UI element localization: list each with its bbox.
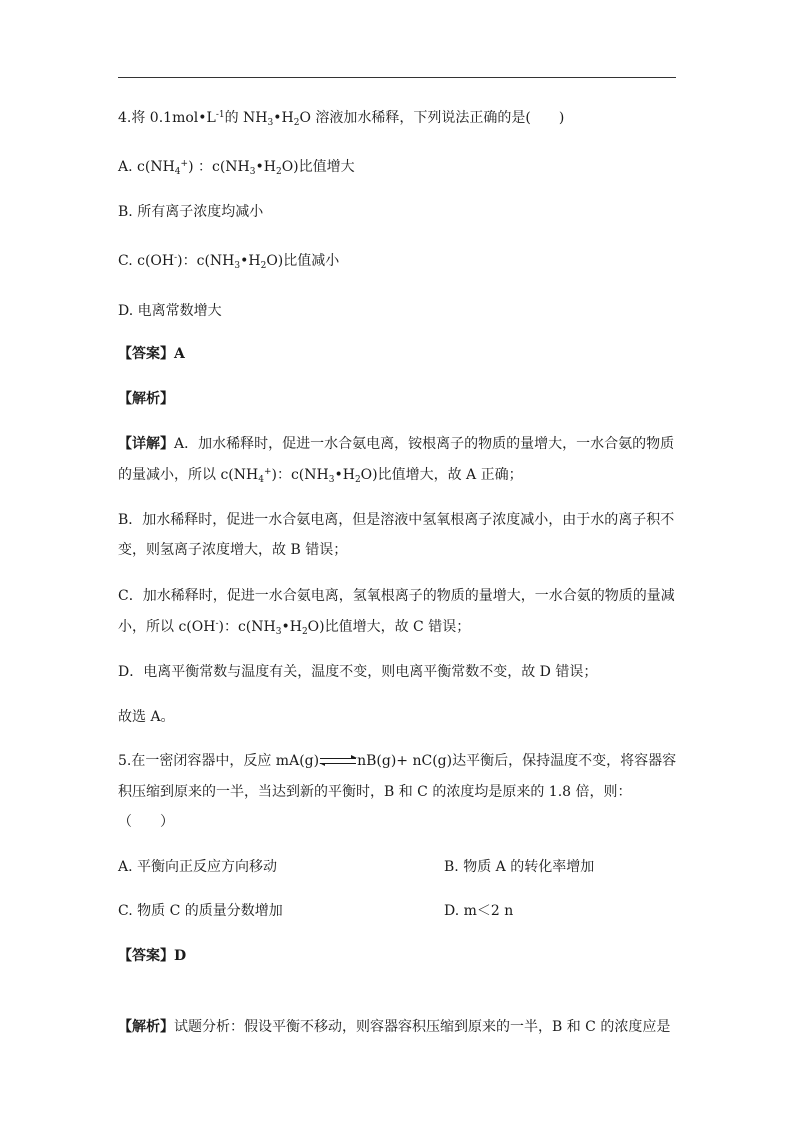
q4-detail-c-line2: 小，所以 c(OH-)：$c(NH_3•H_2O)$比值增大，故 C 错误； [118,619,471,637]
q4-detail-d: D．电离平衡常数与温度有关，温度不变，则电离平衡常数不变，故 D 错误； [118,664,598,680]
q4-detail-b-line1: B．加水稀释时，促进一水合氨电离，但是溶液中氢氧根离子浓度减小，由于水的离子积不 [118,512,675,528]
header-rule [118,77,676,78]
equilibrium-arrow-icon [320,755,356,767]
q5-stem-line2: 积压缩到原来的一半，当达到新的平衡时，B 和 C 的浓度均是原来的 1.8 倍，则： [118,784,632,800]
q4-detail-c-line1: C．加水稀释时，促进一水合氨电离，氢氧根离子的物质的量增大，一水合氨的物质的量减 [118,588,675,604]
q4-option-d: D. 电离常数增大 [118,303,222,319]
q5-option-b: B. 物质 A 的转化率增加 [444,859,595,875]
q4-option-c: C. c(OH-)：$c(NH_3•H_2O)$比值减小 [118,253,340,271]
q4-option-a: A. $c(NH_4^+)$ ：$c(NH_3•H_2O)$比值增大 [118,159,355,177]
q5-analysis: 【解析】试题分析：假设平衡不移动，则容器容积压缩到原来的一半，B 和 C 的浓度应是 [118,1019,671,1035]
q4-detail-b-line2: 变，则氢离子浓度增大，故 B 错误； [118,542,348,558]
q4-answer: 【答案】A [118,346,185,362]
q5-option-c: C. 物质 C 的质量分数增加 [118,903,283,919]
q5-answer: 【答案】D [118,948,187,964]
q5-stem-line1: 5.在一密闭容器中，反应 mA(g) nB(g)+ nC(g)达平衡后，保持温度不变，将容器容 [118,753,677,769]
q4-conclusion: 故选 A。 [118,709,175,725]
q5-option-a: A. 平衡向正反应方向移动 [118,859,278,875]
q5-option-d: D. m＜2 n [444,903,514,919]
q5-stem-line3: （ ） [118,814,174,830]
q4-stem: 4.将 $0.1mol•L^{-1}$的 $NH_3•H_2O$ 溶液加水稀释，下列说法正确的是( ) [118,110,565,128]
q4-analysis-label: 【解析】 [118,391,174,407]
q4-detail-a-line1: 【详解】A．加水稀释时，促进一水合氨电离，铵根离子的物质的量增大，一水合氨的物质 [118,436,675,452]
q4-detail-a-line2: 的量减小，所以 $c(NH_4^+)$：$c(NH_3•H_2O)$比值增大，故 A 正确； [118,467,523,485]
q4-option-b: B. 所有离子浓度均减小 [118,204,264,220]
